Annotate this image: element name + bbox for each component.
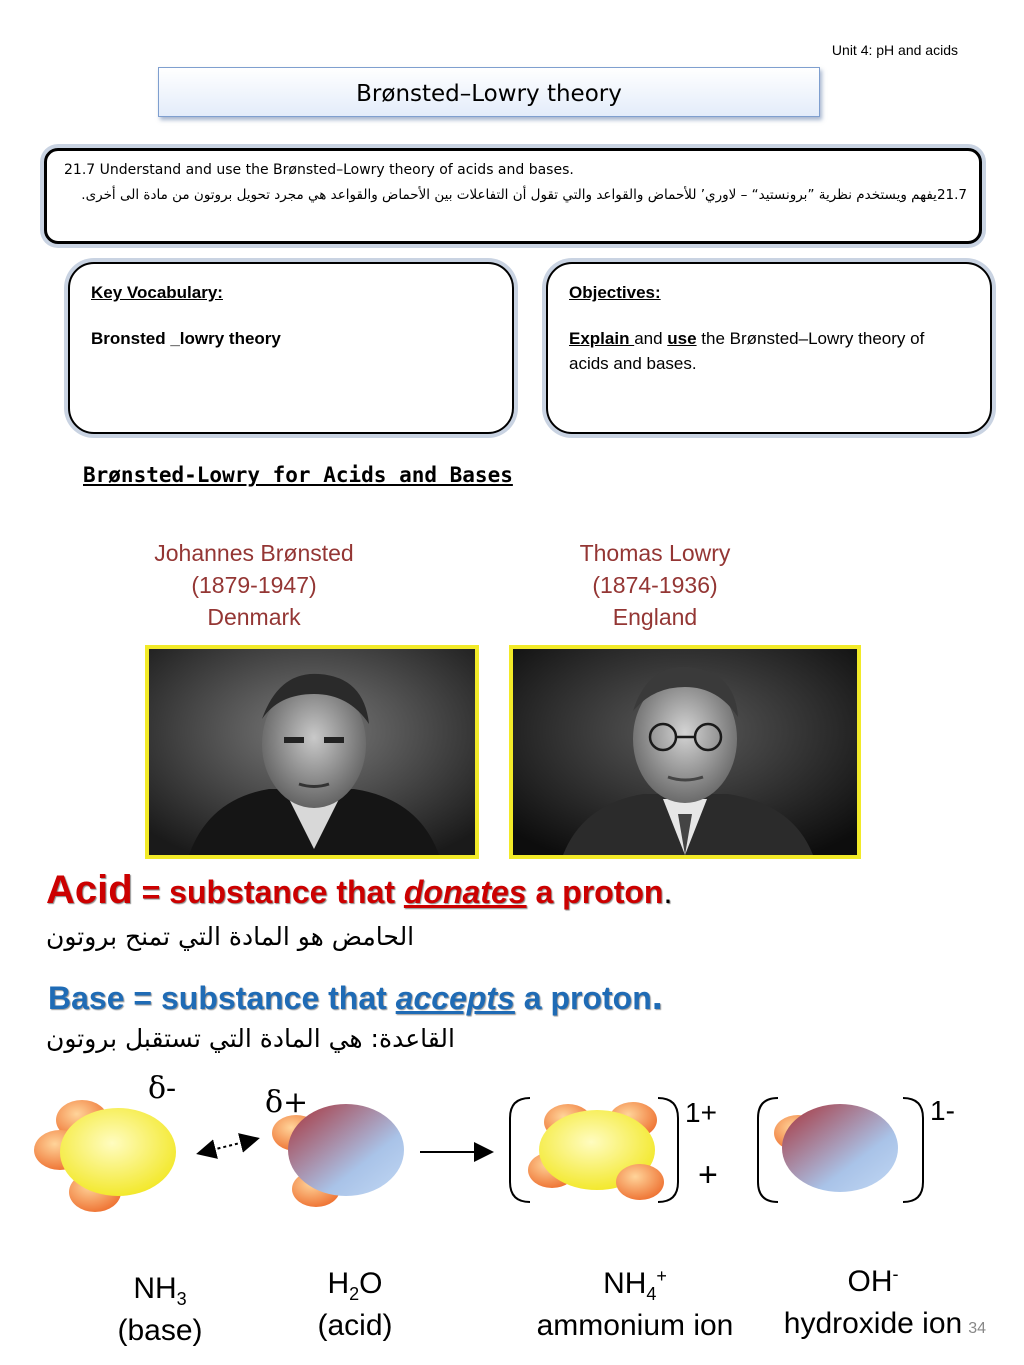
base-text: substance that [152,980,396,1016]
scientist-name: Thomas Lowry [579,540,731,566]
formula: $NH_4^+$ [603,1266,667,1304]
bracket-right [903,1098,923,1202]
scientist-country: England [612,604,698,630]
species-hydroxide [768,1258,978,1340]
objectives-card [546,262,992,434]
bracket-left [510,1098,530,1202]
species-ammonia [105,1265,215,1347]
page-title: Brønsted–Lowry theory [158,67,820,117]
species-name: (base) [117,1314,203,1347]
scientist-name: Johannes Brønsted [154,540,354,566]
ammonium-ion [528,1102,664,1200]
bracket-left [758,1098,778,1202]
portrait-lowry [509,645,861,859]
delta-plus-label: δ+ [265,1085,309,1120]
species-ammonium [520,1260,750,1342]
species-name: hydroxide ion [783,1307,963,1340]
hydrogen-bond-arrow [200,1139,256,1153]
page-number: 34 [968,1320,986,1337]
species-name: (acid) [317,1309,393,1342]
base-definition [48,974,663,1019]
standard-arabic: 21.7يفهم ويستخدم نظرية ”برونستيد“ – لاوري’ للأحماض والقواعد والتي تقول أن التفاعلات بين الأحماض والقواعد هي مجرد تحويل بروتون من مادة الى أخرى. [81,187,967,203]
scientist-years: (1879-1947) [191,572,317,598]
base-dot: . [651,974,663,1018]
base-keyword: accepts [395,980,515,1016]
acid-text: substance that [160,874,404,910]
objectives-text [569,326,960,376]
acid-dot: . [663,874,673,910]
acid-definition [46,868,672,913]
acid-word: Acid [46,868,133,912]
delta-minus-label: δ- [148,1071,177,1106]
unit-label: Unit 4: pH and acids [831,42,958,58]
objective-and: and [634,329,668,348]
scientist-country: Denmark [207,604,301,630]
objectives-heading: Objectives: [569,283,661,302]
charge-plus-one: 1+ [685,1097,717,1128]
equals-sign: = [141,874,161,910]
standard-english: 21.7 Understand and use the Brønsted–Lowry theory of acids and bases. [64,162,574,178]
species-name: ammonium ion [536,1309,734,1342]
reaction-diagram [0,1070,1024,1270]
vocab-item: Bronsted _lowry theory [91,329,281,348]
scientist-bronsted [120,537,388,633]
acid-keyword: donates [403,874,527,910]
base-definition-arabic: القاعدة: هي المادة التي تستقبل بروتون [46,1024,455,1053]
acid-end: a proton [526,874,664,910]
charge-minus-one: 1- [930,1095,955,1126]
ammonia-molecule [34,1100,176,1212]
section-heading: Brønsted-Lowry for Acids and Bases [83,463,513,487]
equals-sign: = [133,980,153,1016]
formula: OH- [847,1264,899,1298]
objective-explain: Explain [569,329,635,348]
objective-rest: the Brønsted–Lowry theory of acids and bases. [569,329,925,373]
scientist-lowry [530,537,780,633]
objective-use: use [667,329,697,348]
standard-box [44,148,982,244]
vocab-heading: Key Vocabulary: [91,283,223,302]
base-end: a proton [514,980,652,1016]
species-water [300,1260,410,1342]
plus-sign: + [698,1156,718,1194]
hydroxide-ion [774,1104,898,1192]
portrait-bronsted [145,645,479,859]
scientist-years: (1874-1936) [592,572,718,598]
acid-definition-arabic: الحامض هو المادة التي تمنح بروتون [46,922,415,951]
formula: $NH_3$ [133,1272,187,1309]
formula: $H_2O$ [327,1267,383,1304]
base-word: Base [48,980,125,1016]
key-vocabulary-card [68,262,514,434]
